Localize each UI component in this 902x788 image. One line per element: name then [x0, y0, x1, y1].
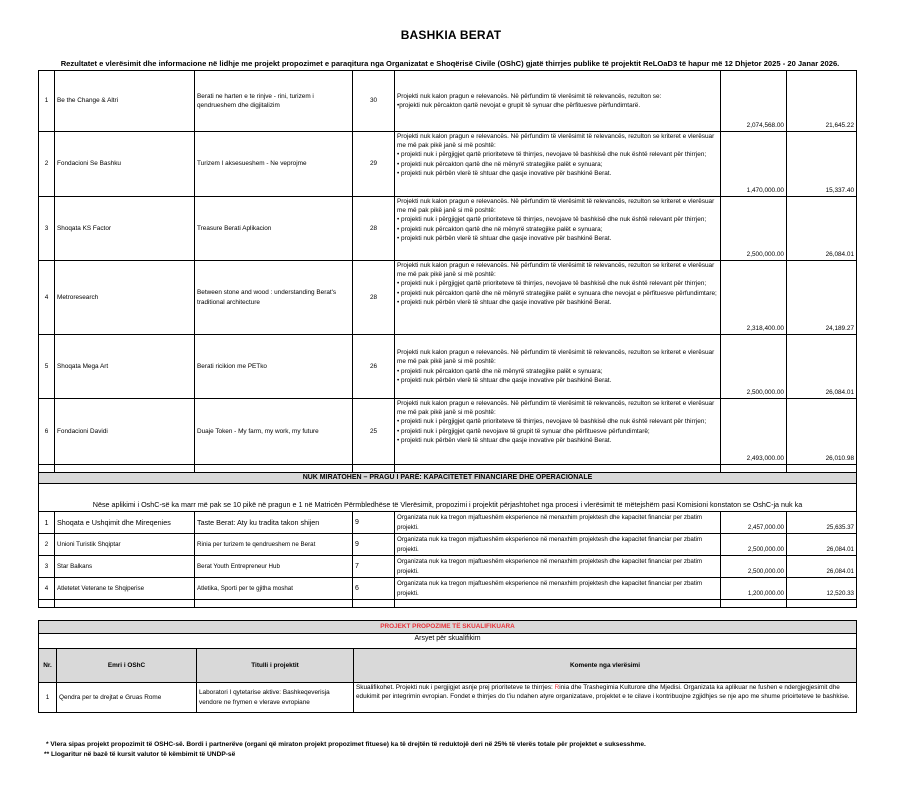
row-org: Shoqata KS Factor — [55, 197, 195, 261]
row-score: 28 — [353, 197, 395, 261]
comment-line: •projekti nuk përcakton qartë nevojat e grupit të synuar dhe përfituesve përfundimtarë. — [397, 102, 641, 109]
comment-line: • projekti nuk i përgjigjet qartë prioriteteve të thirrjes, nevojave të bashkisë dhe nuk është relevant për thirrjen; — [397, 280, 707, 288]
empty-cell — [195, 465, 353, 473]
comment-line: • projekti nuk përbën vlerë të shtuar dhe qasje inovative për bashkinë Berat. — [397, 234, 612, 242]
table-row — [39, 261, 857, 335]
row-value-all: 1,200,000.00 — [721, 578, 787, 600]
comment-highlight: R — [554, 684, 560, 691]
row-value-all: 2,500,000.00 — [721, 534, 787, 556]
row-nr: 3 — [39, 197, 55, 261]
disqualified-table — [38, 620, 857, 713]
empty-cell — [55, 465, 195, 473]
row-nr: 1 — [39, 71, 55, 132]
document-subtitle: Rezultatet e vlerësimit dhe informacione në lidhje me projekt propozimet e paraqitura nga Organizatat e Shoqërisë Civile (OShC) gjatë thirrjes publike të projektit ReLOaD3 të hapur më 12 Dhjetor 2025 - 20 Janar 2026. — [60, 59, 840, 68]
comment-line: • projekti nuk përbën vlerë të shtuar dhe qasje inovative për bashkinë Berat. — [397, 436, 612, 444]
empty-cell — [395, 600, 721, 608]
row-comment — [395, 335, 721, 399]
header-org: Emri i OShC — [57, 649, 197, 683]
row-project: Between stone and wood : understanding Berat's traditional architecture — [195, 261, 353, 335]
row-value-all: 2,457,000.00 — [721, 512, 787, 534]
comment-text-start: Skualifikohet. Projekti nuk i pergjigjet asnje prej prioriteteve te thirrjes: — [356, 684, 555, 691]
row-value-all: 1,470,000.00 — [721, 132, 787, 197]
row-project: Duaje Token - My farm, my work, my future — [195, 399, 353, 465]
table-row — [39, 534, 857, 556]
comment-line: Projekti nuk kalon pragun e relevancës. Në përfundim të vlerësimit të relevancës, rezulton se kriteret e vlerësuar me më pak pikë janë si më poshtë: — [397, 349, 715, 366]
section-note: Nëse aplikimi i OshC-së ka marr më pak se 10 pikë në pragun e 1 në Matricën Përmbledhëse të Vlerësimit, propozimi i projektit përjashtohet nga procesi i vlerësimit të mëtejshëm pasi Komisioni konstaton se OshC-ja nuk ka — [39, 484, 857, 512]
row-value-all: 2,493,000.00 — [721, 399, 787, 465]
row-project: Treasure Berati Aplikacion — [195, 197, 353, 261]
table-row — [39, 71, 857, 132]
disqualified-heading: PROJEKT PROPOZIME TË SKUALIFIKUARA — [39, 621, 857, 634]
table-row — [39, 399, 857, 465]
row-comment: Organizata nuk ka tregon mjaftueshëm eksperience në menaxhim projektesh dhe kapacitet financiar per zbatim projekti. — [395, 534, 721, 556]
empty-cell — [787, 465, 857, 473]
row-project: Atletika, Sporti per te gjitha moshat — [195, 578, 353, 600]
row-value-all: 2,074,568.00 — [721, 71, 787, 132]
empty-cell — [39, 600, 55, 608]
row-nr: 6 — [39, 399, 55, 465]
comment-line: • projekti nuk përbën vlerë të shtuar dhe qasje inovative për bashkinë Berat. — [397, 376, 612, 384]
empty-cell — [55, 600, 195, 608]
header-nr: Nr. — [39, 649, 57, 683]
empty-cell — [721, 600, 787, 608]
row-org: Qendra per te drejtat e Gruas Rome — [57, 683, 197, 713]
comment-line: Projekti nuk kalon pragun e relevancës. Në përfundim të vlerësimit të relevancës, rezulton se kriteret e vlerësuar me më pak pikë janë si më poshtë: — [397, 262, 715, 279]
comment-line: Projekti nuk kalon pragun e relevancës. Në përfundim të vlerësimit të relevancës, rezulton se kriteret e vlerësuar me më pak pikë janë si më poshtë: — [397, 198, 715, 215]
empty-cell — [395, 465, 721, 473]
table-row — [39, 512, 857, 534]
row-value-usd: 26,084.01 — [787, 197, 857, 261]
empty-cell — [787, 600, 857, 608]
row-org: Metroresearch — [55, 261, 195, 335]
table-row — [39, 335, 857, 399]
comment-line: • projekti nuk përcakton qartë dhe në mënyrë strategjike palët e synuara dhe nevojat e përfituesve përfundimtare; — [397, 289, 717, 297]
comment-line: • projekti nuk i përgjigjet qartë prioriteteve të thirrjes, nevojave të bashkisë dhe nuk është relevant për thirrjen; — [397, 216, 707, 224]
row-value-all: 2,500,000.00 — [721, 556, 787, 578]
row-comment — [395, 71, 721, 132]
row-value-all: 2,318,400.00 — [721, 261, 787, 335]
row-nr: 2 — [39, 534, 55, 556]
row-score: 28 — [353, 261, 395, 335]
comment-line: • projekti nuk përbën vlerë të shtuar dhe qasje inovative për bashkinë Berat. — [397, 298, 612, 306]
table-row — [39, 132, 857, 197]
row-score: 26 — [353, 335, 395, 399]
row-comment — [395, 197, 721, 261]
row-comment: Organizata nuk ka tregon mjaftueshëm eksperience në menaxhim projektesh dhe kapacitet financiar per zbatim projekti. — [395, 512, 721, 534]
empty-cell — [195, 600, 353, 608]
row-value-all: 2,500,000.00 — [721, 335, 787, 399]
row-org: Star Balkans — [55, 556, 195, 578]
row-value-usd: 24,189.27 — [787, 261, 857, 335]
comment-line: • projekti nuk i përgjigjet qartë nevojave të grupit të synuar dhe përfituesve përfundimtarë; — [397, 427, 650, 435]
row-nr: 4 — [39, 578, 55, 600]
row-project: Berati ricikion me PETko — [195, 335, 353, 399]
row-nr: 4 — [39, 261, 55, 335]
row-org: Fondacioni Davidi — [55, 399, 195, 465]
row-comment — [395, 132, 721, 197]
comment-line: • projekti nuk përcakton qartë dhe në mënyrë strategjike palët e synuara; — [397, 367, 603, 375]
row-project: Taste Berat: Aty ku tradita takon shijen — [195, 512, 353, 534]
empty-cell — [353, 465, 395, 473]
row-nr: 1 — [39, 683, 57, 713]
row-score: 6 — [353, 578, 395, 600]
empty-cell — [39, 465, 55, 473]
comment-line: Projekti nuk kalon pragun e relevancës. Në përfundim të vlerësimit të relevancës, rezulton se kriteret e vlerësuar me më pak pikë janë si më poshtë: — [397, 400, 715, 417]
row-score: 9 — [353, 512, 395, 534]
empty-cell — [353, 600, 395, 608]
results-table — [38, 70, 857, 608]
row-comment — [395, 261, 721, 335]
row-org: Fondacioni Se Bashku — [55, 132, 195, 197]
comment-line: Projekti nuk kalon pragun e relevancës. Në përfundim të vlerësimit të relevancës, rezulton se kriteret e vlerësuar me më pak pikë janë si më poshtë: — [397, 133, 715, 150]
row-org: Be the Change & Altri — [55, 71, 195, 132]
comment-line: • projekti nuk përcakton qartë dhe në mënyrë strategjike palët e synuara; — [397, 160, 603, 168]
row-score: 7 — [353, 556, 395, 578]
row-value-usd: 21,645.22 — [787, 71, 857, 132]
footnote-value: * Vlera sipas projekt propozimit të OSHC-së. Bordi i partnerëve (organi që miraton projekt propozimet fituese) ka të drejtën të reduktojë deri në 25% të vlerës totale për projektet e suksesshme. — [46, 741, 646, 748]
row-value-usd: 26,010.98 — [787, 399, 857, 465]
row-nr: 3 — [39, 556, 55, 578]
row-value-usd: 15,337.40 — [787, 132, 857, 197]
row-score: 25 — [353, 399, 395, 465]
comment-line: • projekti nuk përcakton qartë dhe në mënyrë strategjike palët e synuara; — [397, 225, 603, 233]
table-row — [39, 578, 857, 600]
row-comment: Organizata nuk ka tregon mjaftueshëm eksperience në menaxhim projektesh dhe kapacitet financiar per zbatim projekti. — [395, 556, 721, 578]
comment-line: • projekti nuk i përgjigjet qartë prioriteteve të thirrjes, nevojave të bashkisë dhe nuk është relevant për thirrjen; — [397, 151, 707, 159]
row-score: 30 — [353, 71, 395, 132]
row-project: Rinia per turizem te qendrueshem ne Berat — [195, 534, 353, 556]
row-value-usd: 12,520.33 — [787, 578, 857, 600]
header-project: Titulli i projektit — [197, 649, 354, 683]
row-comment — [395, 399, 721, 465]
row-comment: Organizata nuk ka tregon mjaftueshëm eksperience në menaxhim projektesh dhe kapacitet financiar per zbatim projekti. — [395, 578, 721, 600]
document-title: BASHKIA BERAT — [400, 28, 502, 42]
row-project: Berat Youth Entrepreneur Hub — [195, 556, 353, 578]
empty-cell — [721, 465, 787, 473]
row-nr: 5 — [39, 335, 55, 399]
row-org: Atletetet Veterane te Shqiperise — [55, 578, 195, 600]
row-org: Shoqata Mega Art — [55, 335, 195, 399]
comment-line: Projekti nuk kalon pragun e relevancës. Në përfundim të vlerësimit të relevancës, rezulton se: — [397, 92, 662, 100]
table-row — [39, 556, 857, 578]
row-value-usd: 26,084.01 — [787, 556, 857, 578]
header-comments: Komente nga vlerësimi — [354, 649, 857, 683]
row-org: Unioni Turistik Shqiptar — [55, 534, 195, 556]
section-heading: NUK MIRATOHEN – PRAGU I PARË: KAPACITETET FINANCIARE DHE OPERACIONALE — [39, 473, 857, 484]
row-value-usd: 26,084.01 — [787, 335, 857, 399]
row-nr: 1 — [39, 512, 55, 534]
row-value-all: 2,500,000.00 — [721, 197, 787, 261]
comment-text-end: inia dhe Trashegimia Kulturore dhe Mjedisi. Organizata ka aplikuar ne fushen e ndergjegjesimit dhe edukimit per integrimin evropian. Fondet e thirrjes do t'iu ndahen atyre organizatave, projektet e te cilave i kontribuojne zgjidhjes se nje apo me shume prioirteteve te bashkise. — [356, 684, 850, 701]
row-score: 29 — [353, 132, 395, 197]
row-org: Shoqata e Ushqimit dhe Mireqenies — [55, 512, 195, 534]
comment-line: • projekti nuk përbën vlerë të shtuar dhe qasje inovative për bashkinë Berat. — [397, 169, 612, 177]
table-row — [39, 683, 857, 713]
footnote-exchange: ** Llogaritur në bazë të kursit valutor të këmbimit të UNDP-së — [44, 751, 236, 758]
row-comment — [354, 683, 857, 713]
row-value-usd: 25,635.37 — [787, 512, 857, 534]
row-project: Berati ne harten e te rinjve - rini, turizem i qendrueshem dhe digjitalizim — [195, 71, 353, 132]
table-row — [39, 197, 857, 261]
row-nr: 2 — [39, 132, 55, 197]
row-project: Turizem I aksesueshem - Ne veprojme — [195, 132, 353, 197]
row-score: 9 — [353, 534, 395, 556]
comment-line: • projekti nuk i përgjigjet qartë prioriteteve të thirrjes, nevojave të bashkisë dhe nuk është relevant për thirrjen; — [397, 418, 707, 426]
disqualified-subheading: Arsyet për skualifikim — [39, 634, 857, 649]
row-project: Laboratori I qytetarise aktive: Bashkeqeverisja vendore ne frymen e vlerave evropiane — [197, 683, 354, 713]
row-value-usd: 26,084.01 — [787, 534, 857, 556]
